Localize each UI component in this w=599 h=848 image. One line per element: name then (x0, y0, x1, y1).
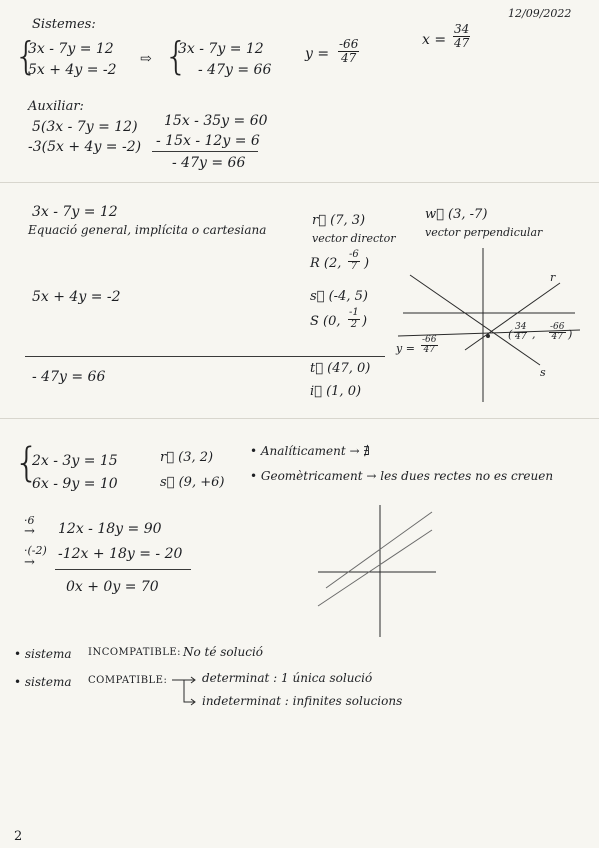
graph1-point-x-den: 47 (515, 332, 527, 343)
sec3-mult-eq2: -12x + 18y = - 20 (58, 546, 183, 562)
s-vector: s⃗ (-4, 5) (310, 289, 368, 304)
graph1-point-close: ) (568, 328, 573, 341)
graph1-point-x-num: 34 (515, 322, 527, 332)
R-den: 7 (350, 260, 358, 272)
sec3-analytic: • Analíticament → ∄ (250, 444, 370, 458)
graph1-point-comma: , (532, 328, 536, 341)
compatible-label: COMPATIBLE: (88, 675, 168, 686)
sec3-vec-r: r⃗ (3, 2) (160, 450, 214, 465)
branch-indeterminat: indeterminat : infinites solucions (202, 694, 403, 708)
system-b-eq1: 3x - 7y = 12 (178, 41, 264, 57)
R-num: -6 (349, 249, 359, 260)
section-title-sistemes: Sistemes: (32, 17, 96, 32)
graph1-point-open: ( (508, 328, 513, 341)
sec3-eq1: 2x - 3y = 15 (32, 453, 118, 469)
branch-determinat: determinat : 1 única solució (202, 671, 373, 685)
sec3-vec-s: s⃗ (9, +6) (160, 475, 225, 490)
y-solution-num: -66 (339, 37, 359, 51)
graph1-label-y: y = (396, 342, 415, 355)
sec3-eq2: 6x - 9y = 10 (32, 476, 118, 492)
S-point-close: ) (362, 314, 368, 329)
x-solution-lhs: x = (422, 32, 447, 48)
x-solution-den: 47 (454, 35, 470, 50)
page-number: 2 (14, 829, 23, 844)
arrow-mult-6: → (24, 524, 35, 539)
incompatible-label: INCOMPATIBLE: (88, 647, 182, 658)
brace-left: { (14, 34, 39, 78)
sec2-eq3: - 47y = 66 (32, 369, 106, 385)
mult-neg2: ·(-2) (24, 544, 47, 557)
sec2-eq1: 3x - 7y = 12 (32, 204, 118, 220)
graph1-y-num: -66 (422, 335, 437, 345)
aux-line1: 5(3x - 7y = 12) (32, 119, 138, 135)
graph1-y-den: 47 (423, 345, 435, 356)
y-solution-lhs: y = (305, 46, 330, 62)
r-vector-desc: vector director (312, 232, 396, 245)
S-den: 2 (350, 318, 358, 330)
S-point: S (0, (310, 314, 341, 329)
R-point: R (2, (310, 256, 342, 271)
sec2-eq1-desc: Equació general, implícita o cartesiana (28, 223, 267, 237)
mult-6: ·6 (24, 514, 35, 527)
system-a-eq1: 3x - 7y = 12 (28, 41, 114, 57)
graph1-point-y-num: -66 (550, 322, 565, 332)
sec3-result: 0x + 0y = 70 (66, 579, 159, 595)
sec3-mult-eq1: 12x - 18y = 90 (58, 521, 162, 537)
x-solution-num: 34 (454, 22, 470, 36)
aux-line2: -3(5x + 4y = -2) (28, 139, 142, 155)
incompatible-bullet: • sistema (14, 647, 72, 661)
aux-right1: 15x - 35y = 60 (164, 113, 268, 129)
S-num: -1 (349, 307, 359, 318)
brace-right: { (164, 34, 189, 78)
date-label: 12/09/2022 (508, 7, 572, 20)
system-b-eq2: - 47y = 66 (198, 62, 272, 78)
w-vector: w⃗ (3, -7) (425, 207, 488, 222)
w-vector-desc: vector perpendicular (425, 226, 543, 239)
graph1-label-r: r (550, 271, 556, 284)
system-a-eq2: 5x + 4y = -2 (28, 62, 117, 78)
t-vector: t⃗ (47, 0) (310, 361, 371, 376)
graph1-label-s: s (540, 366, 546, 379)
graph1-point-y-den: 47 (551, 332, 563, 343)
sec2-eq2: 5x + 4y = -2 (32, 289, 121, 305)
sec3-geometric: • Geomètricament → les dues rectes no es creuen (250, 469, 554, 483)
compatible-bullet: • sistema (14, 675, 72, 689)
R-point-close: ) (364, 256, 370, 271)
implies-arrow: ⇨ (140, 51, 152, 67)
r-vector: r⃗ (7, 3) (312, 213, 366, 228)
aux-title: Auxiliar: (28, 99, 84, 114)
arrow-mult-neg2: → (24, 555, 35, 570)
aux-right2: - 15x - 12y = 6 (156, 133, 260, 149)
aux-result: - 47y = 66 (172, 155, 246, 171)
brace-sec3: { (14, 440, 40, 486)
y-solution-den: 47 (341, 50, 357, 65)
i-vector: i⃗ (1, 0) (310, 384, 362, 399)
incompatible-desc: No té solució (183, 645, 264, 659)
